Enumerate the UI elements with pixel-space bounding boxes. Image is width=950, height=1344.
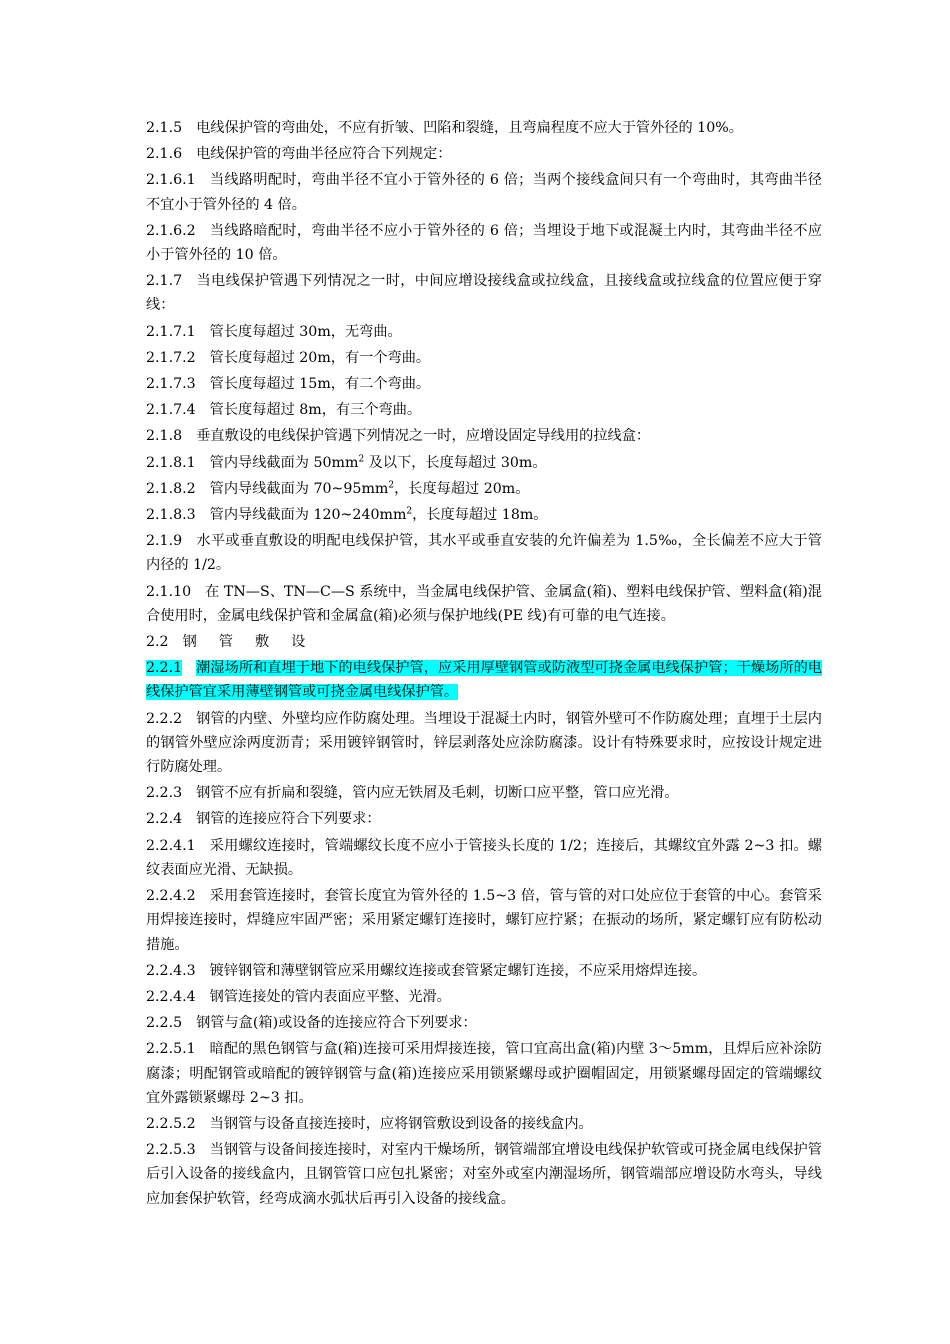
clause-2-1-7 xyxy=(146,269,822,317)
clause-number: 2.1.8 xyxy=(146,428,183,445)
clause-number: 2.2.3 xyxy=(146,785,183,802)
clause-2-2-4-2 xyxy=(146,884,822,957)
clause-2-1-5 xyxy=(146,116,822,140)
clause-number: 2.1.6 xyxy=(146,146,183,163)
clause-number: 2.2.5.2 xyxy=(146,1115,196,1132)
clause-2-2-4 xyxy=(146,807,822,831)
clause-2-1-7-3 xyxy=(146,372,822,396)
clause-text: 管内导线截面为 120~240mm xyxy=(209,507,407,524)
clause-2-2-5-3 xyxy=(146,1138,822,1211)
clause-2-2-5 xyxy=(146,1011,822,1035)
clause-number: 2.2.4.2 xyxy=(146,888,196,905)
clause-2-1-10 xyxy=(146,580,822,628)
clause-text: 当电线保护管遇下列情况之一时，中间应增设接线盒或拉线盒，且接线盒或拉线盒的位置应便于穿线： xyxy=(146,273,822,314)
clause-number: 2.1.5 xyxy=(146,120,183,136)
superscript: 2 xyxy=(388,480,395,491)
clause-2-1-8 xyxy=(146,424,822,448)
clause-2-1-7-1 xyxy=(146,320,822,344)
clause-2-1-8-2 xyxy=(146,477,822,501)
clause-number: 2.2.1 xyxy=(146,660,183,677)
clause-text: 在 TN—S、TN—C—S 系统中，当金属电线保护管、金属盒(箱)、塑料电线保护管、塑料盒(箱)混合使用时，金属电线保护管和金属盒(箱)必须与保护地线(PE 线)有可靠的电气连接。 xyxy=(146,583,822,624)
clause-number: 2.1.6.1 xyxy=(146,172,196,189)
clause-text: 钢管与盒(箱)或设备的连接应符合下列要求： xyxy=(196,1015,477,1032)
clause-text: 管长度每超过 30m，无弯曲。 xyxy=(209,323,402,340)
clause-number: 2.2.4.3 xyxy=(146,962,196,979)
clause-number: 2.1.8.3 xyxy=(146,507,196,524)
clause-text-tail: ，长度每超过 20m。 xyxy=(394,480,530,497)
clause-text: 当钢管与设备间接连接时，对室内干燥场所，钢管端部宜增设电线保护软管或可挠金属电线保护管后引入设备的接线盒内，且钢管管口应包扎紧密；对室外或室内潮湿场所，钢管端部应增设防水弯头，导线应加套保护软管，经弯成滴水弧状后再引入设备的接线盒。 xyxy=(146,1142,822,1207)
clause-number: 2.1.6.2 xyxy=(146,222,196,239)
clause-text: 垂直敷设的电线保护管遇下列情况之一时，应增设固定导线用的拉线盒： xyxy=(196,428,651,445)
clause-number: 2.1.8.1 xyxy=(146,454,196,471)
clause-text: 钢管不应有折扁和裂缝，管内应无铁屑及毛刺，切断口应平整，管口应光滑。 xyxy=(196,785,679,802)
superscript: 2 xyxy=(358,453,365,464)
clause-text: 镀锌钢管和薄壁钢管应采用螺纹连接或套管紧定螺钉连接，不应采用熔焊连接。 xyxy=(209,962,707,979)
clause-text: 水平或垂直敷设的明配电线保护管，其水平或垂直安装的允许偏差为 1.5‰，全长偏差不应大于管内径的 1/2。 xyxy=(146,533,822,574)
clause-2-2-2 xyxy=(146,707,822,780)
clause-2-2-4-4 xyxy=(146,985,822,1009)
clause-number: 2.1.7.4 xyxy=(146,402,196,419)
clause-text: 电线保护管的弯曲半径应符合下列规定： xyxy=(196,146,452,163)
section-title: 钢管敷设 xyxy=(182,634,328,651)
clause-number: 2.1.7.3 xyxy=(146,376,196,393)
clause-number: 2.2.4.4 xyxy=(146,988,196,1005)
clause-text: 管内导线截面为 50mm xyxy=(209,454,359,471)
section-number: 2.2 xyxy=(146,634,169,651)
clause-text: 当线路暗配时，弯曲半径不应小于管外径的 6 倍；当埋设于地下或混凝土内时，其弯曲半径不应小于管外径的 10 倍。 xyxy=(146,222,822,264)
clause-2-1-9 xyxy=(146,529,822,577)
clause-number: 2.1.8.2 xyxy=(146,480,196,497)
clause-text: 管长度每超过 15m，有二个弯曲。 xyxy=(209,376,431,393)
clause-2-2-5-2 xyxy=(146,1112,822,1136)
clause-text-tail: ，长度每超过 18m。 xyxy=(412,507,548,524)
clause-number: 2.1.7.1 xyxy=(146,323,196,340)
clause-2-1-8-3 xyxy=(146,503,822,527)
clause-text: 采用螺纹连接时，管端螺纹长度不应小于管接头长度的 1/2；连接后，其螺纹宜外露 2~3 扣。螺纹表面应光滑、无缺损。 xyxy=(146,837,822,878)
clause-text: 电线保护管的弯曲处，不应有折皱、凹陷和裂缝，且弯扁程度不应大于管外径的 10%。 xyxy=(196,120,743,136)
clause-2-2-1 xyxy=(146,656,822,704)
clause-text: 暗配的黑色钢管与盒(箱)连接可采用焊接连接，管口宜高出盒(箱)内壁 3～5mm，且焊后应补涂防腐漆；明配钢管或暗配的镀锌钢管与盒(箱)连接应采用锁紧螺母或护圈帽固定，用锁紧螺母固定的管端螺纹宜外露锁紧螺母 2~3 扣。 xyxy=(146,1041,822,1106)
clause-2-1-6 xyxy=(146,142,822,166)
clause-text: 当线路明配时，弯曲半径不宜小于管外径的 6 倍；当两个接线盒间只有一个弯曲时，其弯曲半径不宜小于管外径的 4 倍。 xyxy=(146,172,822,213)
clause-text: 钢管的内壁、外壁均应作防腐处理。当埋设于混凝土内时，钢管外壁可不作防腐处理；直埋于土层内的钢管外壁应涂两度沥青；采用镀锌钢管时，锌层剥落处应涂防腐漆。设计有特殊要求时，应按设计规定进行防腐处理。 xyxy=(146,710,822,776)
highlighted-clause-text: 潮湿场所和直埋于地下的电线保护管，应采用厚壁钢管或防液型可挠金属电线保护管；干燥场所的电线保护管宜采用薄壁钢管或可挠金属电线保护管。 xyxy=(146,660,822,701)
clause-number: 2.1.9 xyxy=(146,533,183,550)
clause-number: 2.2.4.1 xyxy=(146,837,196,854)
clause-2-1-7-2 xyxy=(146,346,822,370)
clause-number: 2.2.5 xyxy=(146,1015,183,1032)
clause-number: 2.1.7.2 xyxy=(146,349,196,366)
clause-number: 2.2.4 xyxy=(146,811,183,828)
clause-text: 管内导线截面为 70~95mm xyxy=(209,480,389,497)
clause-text: 钢管连接处的管内表面应平整、光滑。 xyxy=(209,988,451,1005)
clause-text: 当钢管与设备直接连接时，应将钢管敷设到设备的接线盒内。 xyxy=(209,1115,593,1132)
clause-number: 2.2.2 xyxy=(146,710,183,727)
clause-number: 2.2.5.3 xyxy=(146,1142,196,1159)
clause-2-1-6-2 xyxy=(146,219,822,267)
clause-2-1-7-4 xyxy=(146,398,822,422)
clause-2-1-6-1 xyxy=(146,168,822,216)
clause-2-2-3 xyxy=(146,781,822,805)
clause-text: 管长度每超过 8m，有三个弯曲。 xyxy=(209,402,422,419)
superscript: 2 xyxy=(406,506,413,517)
clause-text: 采用套管连接时，套管长度宜为管外径的 1.5~3 倍，管与管的对口处应位于套管的中心。套管采用焊接连接时，焊缝应牢固严密；采用紧定螺钉连接时，螺钉应拧紧；在振动的场所，紧定螺钉应有防松动措施。 xyxy=(146,888,822,953)
section-heading-2-2 xyxy=(146,630,822,654)
clause-text-tail: 及以下，长度每超过 30m。 xyxy=(364,454,547,471)
document-body xyxy=(146,116,822,1213)
clause-text: 管长度每超过 20m，有一个弯曲。 xyxy=(209,349,431,366)
clause-2-2-4-1 xyxy=(146,834,822,882)
clause-number: 2.1.7 xyxy=(146,273,183,290)
clause-2-2-4-3 xyxy=(146,959,822,983)
clause-2-1-8-1 xyxy=(146,451,822,475)
clause-2-2-5-1 xyxy=(146,1037,822,1110)
clause-number: 2.1.10 xyxy=(146,583,192,600)
clause-number: 2.2.5.1 xyxy=(146,1041,196,1058)
clause-text: 钢管的连接应符合下列要求： xyxy=(196,811,381,828)
